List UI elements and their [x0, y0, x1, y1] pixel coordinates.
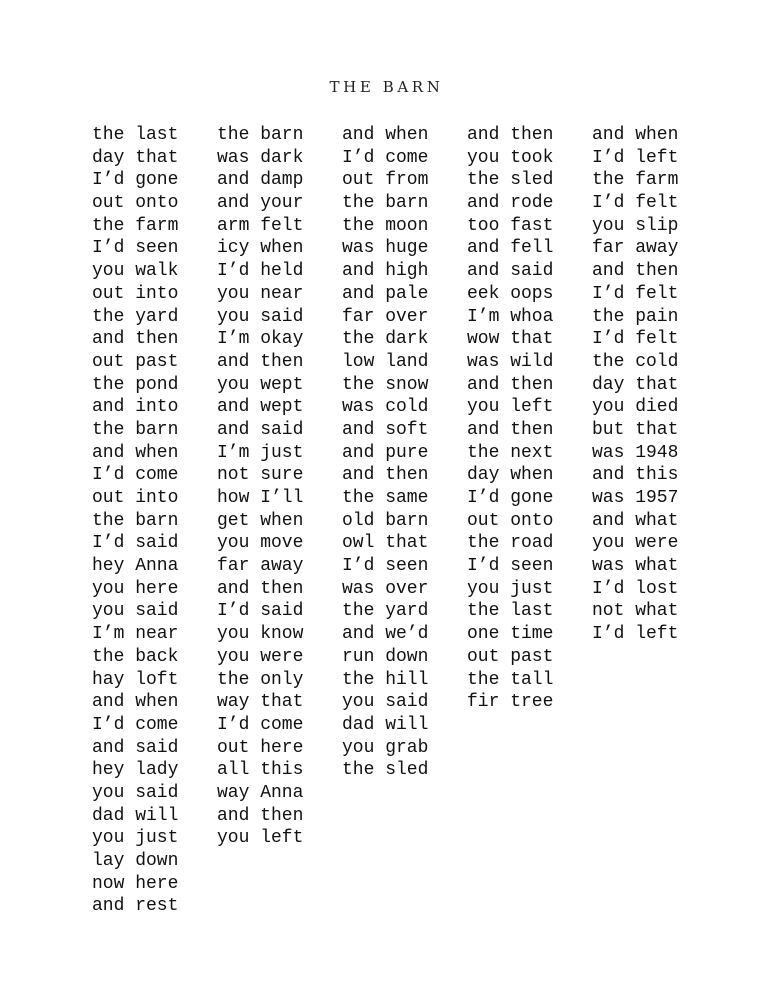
poem-line: the same	[342, 488, 429, 508]
poem-line: out from	[342, 170, 429, 191]
poem-line: now here	[92, 873, 179, 894]
poem-line: you left	[467, 397, 554, 418]
poem-line: was huge	[342, 238, 429, 259]
poem-line: I’d felt	[592, 329, 679, 350]
poem-line: way Anna	[217, 782, 304, 803]
poem-line: I’d seen	[342, 556, 429, 577]
poem-line: I’d come	[92, 465, 179, 486]
poem-column-3	[342, 124, 467, 918]
poem-column-2	[217, 124, 342, 918]
poem-line: the farm	[592, 170, 679, 191]
poem-line: and when	[92, 692, 179, 713]
poem-line: out past	[92, 351, 179, 372]
poem-line: and said	[217, 419, 304, 440]
poem-line: and then	[467, 125, 554, 145]
poem-line: and rest	[92, 896, 179, 917]
poem-line: and then	[342, 465, 429, 486]
poem-line: I’d said	[217, 601, 304, 622]
poem-line: I’d held	[217, 261, 304, 282]
poem-line: I’d said	[92, 533, 179, 554]
poem-line: day when	[467, 465, 554, 486]
poem-line: hey lady	[92, 760, 179, 781]
poem-line: I’m near	[92, 624, 179, 645]
poem-line: and soft	[342, 419, 429, 440]
poem-line: but that	[592, 419, 679, 440]
poem-line: you move	[217, 533, 304, 554]
poem-line: and your	[217, 193, 304, 214]
poem-line: and when	[342, 125, 429, 145]
poem-line: and we’d	[342, 624, 429, 645]
poem-line: I’d come	[92, 714, 179, 735]
poem-line: you said	[92, 782, 179, 803]
poem-line: way that	[217, 692, 304, 713]
poem-line: I’m okay	[217, 329, 304, 350]
poem-line: you know	[217, 624, 304, 645]
poem-line: you just	[92, 828, 179, 849]
poem-line: far away	[217, 556, 304, 577]
poem-line: the barn	[92, 419, 179, 440]
poem-line: I’m just	[217, 442, 304, 463]
poem-line: too fast	[467, 215, 554, 236]
poem-line: and wept	[217, 397, 304, 418]
poem-line: the sled	[467, 170, 554, 191]
poem-line: you said	[217, 306, 304, 327]
poem-line: lay down	[92, 851, 179, 871]
poem-line: out into	[92, 283, 179, 304]
poem-line: the barn	[342, 193, 429, 214]
poem-line: you walk	[92, 261, 179, 282]
poem-line: and pure	[342, 442, 429, 463]
poem-line: and damp	[217, 170, 304, 191]
poem-line: and high	[342, 261, 429, 282]
poem-line: the dark	[342, 329, 429, 350]
poem-line: the sled	[342, 760, 429, 781]
poem-line: you said	[92, 601, 179, 622]
poem-line: the next	[467, 442, 554, 463]
poem-line: dad will	[342, 714, 429, 735]
poem-line: was 1957	[592, 488, 679, 508]
poem-line: the snow	[342, 374, 429, 395]
poem-line: and this	[592, 465, 679, 486]
poem-line: was cold	[342, 397, 429, 418]
poem-line: you slip	[592, 215, 679, 236]
poem-line: you died	[592, 397, 679, 418]
poem-line: not what	[592, 601, 679, 622]
poem-line: arm felt	[217, 215, 304, 236]
poem-line: was 1948	[592, 442, 679, 463]
poem-line: icy when	[217, 238, 304, 259]
poem-line: I’d seen	[467, 556, 554, 577]
poem-line: I’d felt	[592, 283, 679, 304]
poem-line: and rode	[467, 193, 554, 214]
poem-line: the farm	[92, 215, 179, 236]
poem-line: I’d gone	[92, 170, 179, 191]
poem-line: the moon	[342, 215, 429, 236]
page-title: THE BARN	[329, 78, 444, 96]
poem-body	[92, 124, 717, 918]
poem-line: out onto	[467, 510, 554, 531]
poem-column-1	[92, 124, 217, 918]
poem-line: you took	[467, 147, 554, 168]
poem-line: not sure	[217, 465, 304, 486]
poem-line: the only	[217, 669, 304, 690]
poem-line: hey Anna	[92, 556, 179, 577]
poem-line: you said	[342, 692, 429, 713]
poem-line: and then	[217, 351, 304, 372]
poem-line: out past	[467, 646, 554, 667]
poem-line: far over	[342, 306, 429, 327]
poem-line: was wild	[467, 351, 554, 372]
poem-line: I’d felt	[592, 193, 679, 214]
poem-line: out into	[92, 488, 179, 508]
poem-line: you were	[217, 646, 304, 667]
poem-line: and fell	[467, 238, 554, 259]
poem-line: all this	[217, 760, 304, 781]
poem-line: the barn	[217, 125, 304, 145]
poem-line: and when	[592, 125, 679, 145]
poem-line: one time	[467, 624, 554, 645]
poem-line: you here	[92, 578, 179, 599]
poem-line: wow that	[467, 329, 554, 350]
poem-line: get when	[217, 510, 304, 531]
poem-line: I’d left	[592, 147, 679, 168]
poem-column-5	[592, 124, 717, 918]
poem-line: the barn	[92, 510, 179, 531]
poem-line: and then	[217, 805, 304, 826]
poem-line: the last	[92, 125, 179, 145]
poem-line: and then	[467, 374, 554, 395]
poem-line: you left	[217, 828, 304, 849]
poem-line: out onto	[92, 193, 179, 214]
poem-line: fir tree	[467, 692, 554, 713]
poem-line: was dark	[217, 147, 304, 168]
poem-line: hay loft	[92, 669, 179, 690]
poem-line: the pain	[592, 306, 679, 327]
poem-line: low land	[342, 351, 429, 372]
poem-line: and said	[467, 261, 554, 282]
poem-line: and then	[92, 329, 179, 350]
poem-line: and said	[92, 737, 179, 758]
poem-line: I’m whoa	[467, 306, 554, 327]
poem-line: owl that	[342, 533, 429, 554]
poem-line: was what	[592, 556, 679, 577]
poem-line: you grab	[342, 737, 429, 758]
poem-line: the last	[467, 601, 554, 622]
poem-line: I’d seen	[92, 238, 179, 259]
poem-line: I’d gone	[467, 488, 554, 508]
poem-line: I’d left	[592, 624, 679, 645]
poem-line: dad will	[92, 805, 179, 826]
poem-line: run down	[342, 646, 429, 667]
poem-line: eek oops	[467, 283, 554, 304]
poem-line: and pale	[342, 283, 429, 304]
poem-line: the road	[467, 533, 554, 554]
poem-line: and then	[592, 261, 679, 282]
poem-line: and when	[92, 442, 179, 463]
poem-line: day that	[92, 147, 179, 168]
poem-line: the cold	[592, 351, 679, 372]
poem-line: the pond	[92, 374, 179, 395]
poem-line: you were	[592, 533, 679, 554]
poem-line: the yard	[92, 306, 179, 327]
poem-line: I’d come	[217, 714, 304, 735]
poem-line: and what	[592, 510, 679, 531]
poem-line: day that	[592, 374, 679, 395]
poem-line: the tall	[467, 669, 554, 690]
poem-line: and into	[92, 397, 179, 418]
poem-line: you wept	[217, 374, 304, 395]
poem-line: I’d lost	[592, 578, 679, 599]
poem-line: and then	[217, 578, 304, 599]
poem-line: I’d come	[342, 147, 429, 168]
poem-line: out here	[217, 737, 304, 758]
poem-line: old barn	[342, 510, 429, 531]
poem-column-4	[467, 124, 592, 918]
poem-line: and then	[467, 419, 554, 440]
poem-line: the yard	[342, 601, 429, 622]
poem-line: was over	[342, 578, 429, 599]
poem-line: the back	[92, 646, 179, 667]
poem-line: the hill	[342, 669, 429, 690]
poem-line: you just	[467, 578, 554, 599]
poem-line: you near	[217, 283, 304, 304]
poem-line: how I’ll	[217, 488, 304, 508]
poem-line: far away	[592, 238, 679, 259]
